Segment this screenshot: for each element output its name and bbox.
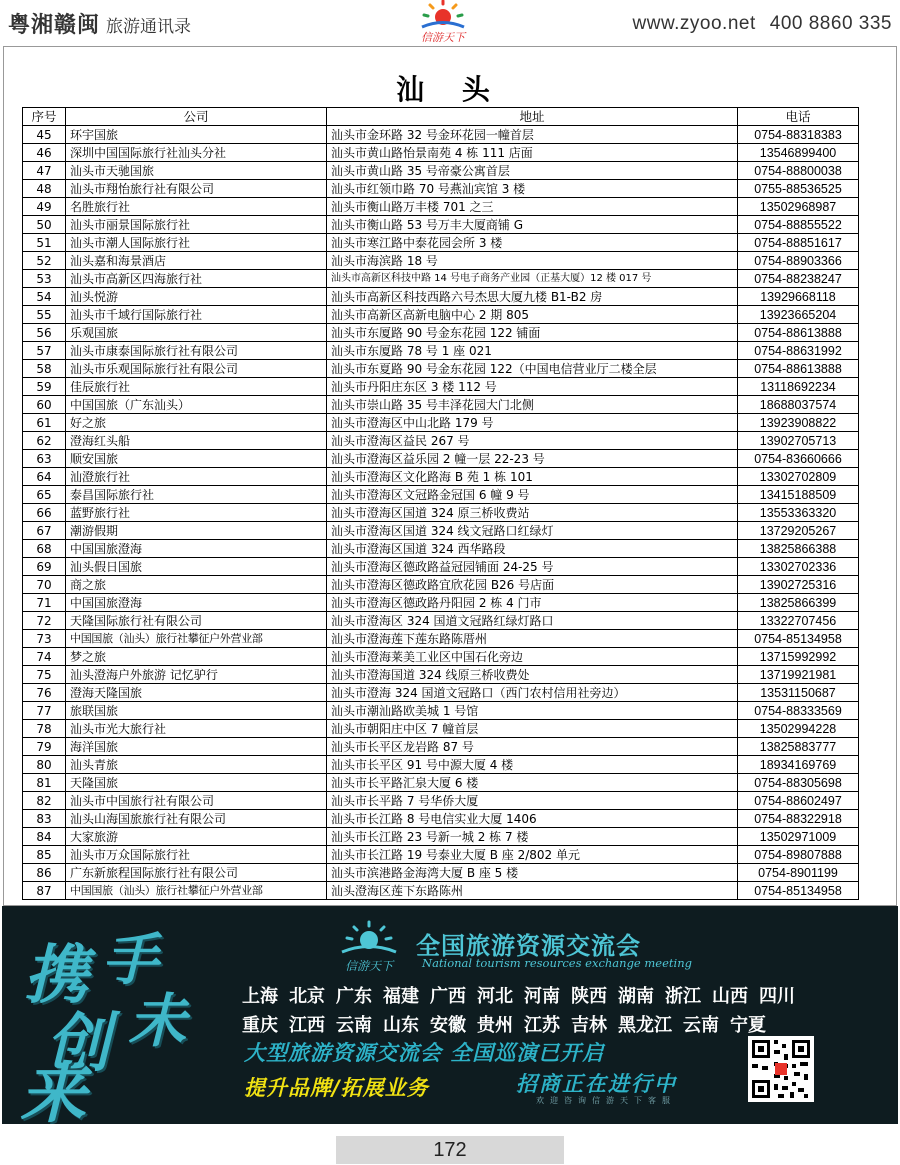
city-name: 广西 (430, 986, 466, 1007)
address: 汕头市崇山路 35 号丰泽花园大门北侧 (327, 396, 738, 414)
company-name: 海洋国旅 (66, 738, 327, 756)
address: 汕头市澄海 324 国道文冠路口（西门农村信用社旁边） (327, 684, 738, 702)
address: 汕头市高新区科技中路 14 号电子商务产业园（正基大厦）12 楼 017 号 (327, 270, 738, 288)
row-number: 50 (23, 216, 66, 234)
table-body (23, 126, 859, 900)
company-name: 汕澄旅行社 (66, 468, 327, 486)
company-name: 泰昌国际旅行社 (66, 486, 327, 504)
sun-logo-icon (412, 0, 474, 46)
city-name: 湖南 (618, 986, 654, 1007)
phone-number: 13902725316 (738, 576, 859, 594)
city-name: 吉林 (571, 1015, 607, 1036)
address: 汕头市高新区科技西路六号杰思大厦九楼 B1-B2 房 (327, 288, 738, 306)
company-name: 顺安国旅 (66, 450, 327, 468)
address: 汕头市朝阳庄中区 7 幢首层 (327, 720, 738, 738)
sun-logo-icon (328, 920, 410, 976)
logo-text: 信游天下 (421, 31, 465, 44)
address: 汕头市衡山路万丰楼 701 之三 (327, 198, 738, 216)
city-name: 贵州 (477, 1015, 513, 1036)
company-name: 汕头市乐观国际旅行社有限公司 (66, 360, 327, 378)
header-title: 粤湘赣闽 (8, 12, 101, 38)
row-number: 67 (23, 522, 66, 540)
row-number: 74 (23, 648, 66, 666)
city-name: 云南 (683, 1015, 719, 1036)
row-number: 82 (23, 792, 66, 810)
header-website[interactable]: www.zyoo.net (632, 13, 756, 34)
address: 汕头市长江路 19 号泰业大厦 B 座 2/802 单元 (327, 846, 738, 864)
company-name: 天隆国旅 (66, 774, 327, 792)
company-name: 中国国旅（汕头）旅行社攀征户外营业部 (66, 630, 327, 648)
address: 汕头市丹阳庄东区 3 楼 112 号 (327, 378, 738, 396)
col-header-phone: 电话 (738, 108, 859, 126)
row-number: 68 (23, 540, 66, 558)
row-number: 70 (23, 576, 66, 594)
phone-number: 0754-88322918 (738, 810, 859, 828)
address: 汕头市澄海区国道 324 西华路段 (327, 540, 738, 558)
company-name: 商之旅 (66, 576, 327, 594)
address: 汕头市高新区高新电脑中心 2 期 805 (327, 306, 738, 324)
phone-number: 0755-88536525 (738, 180, 859, 198)
phone-number: 13546899400 (738, 144, 859, 162)
company-name: 名胜旅行社 (66, 198, 327, 216)
phone-number: 13302702336 (738, 558, 859, 576)
company-name: 中国国旅澄海 (66, 594, 327, 612)
row-number: 71 (23, 594, 66, 612)
address: 汕头市澄海区国道 324 线文冠路口红绿灯 (327, 522, 738, 540)
city-name: 云南 (336, 1015, 372, 1036)
table-row (23, 414, 859, 432)
address: 汕头市东厦路 78 号 1 座 021 (327, 342, 738, 360)
phone-number: 13502994228 (738, 720, 859, 738)
phone-number: 13415188509 (738, 486, 859, 504)
phone-number: 13322707456 (738, 612, 859, 630)
city-name: 黑龙江 (618, 1015, 672, 1036)
city-name: 安徽 (430, 1015, 466, 1036)
brand-slogan: 提升品牌/拓展业务 (244, 1076, 429, 1100)
table-row (23, 576, 859, 594)
header-hotline: 400 8860 335 (769, 13, 892, 34)
phone-number: 13531150687 (738, 684, 859, 702)
table-row (23, 270, 859, 288)
address: 汕头市澄海区 324 国道文冠路红绿灯路口 (327, 612, 738, 630)
address: 汕头市黄山路 35 号帝豪公寓首层 (327, 162, 738, 180)
table-row (23, 432, 859, 450)
city-name: 河南 (524, 986, 560, 1007)
phone-number: 0754-88851617 (738, 234, 859, 252)
col-header-no: 序号 (23, 108, 66, 126)
phone-number: 0754-88305698 (738, 774, 859, 792)
investment-notice: 招商正在进行中 (516, 1072, 677, 1096)
phone-number: 13902705713 (738, 432, 859, 450)
phone-number: 0754-88800038 (738, 162, 859, 180)
row-number: 55 (23, 306, 66, 324)
company-name: 大家旅游 (66, 828, 327, 846)
city-list-line2 (242, 1011, 777, 1037)
row-number: 87 (23, 882, 66, 900)
table-row (23, 288, 859, 306)
company-name: 汕头市康泰国际旅行社有限公司 (66, 342, 327, 360)
company-name: 旅联国旅 (66, 702, 327, 720)
address: 汕头市滨港路金海湾大厦 B 座 5 楼 (327, 864, 738, 882)
address: 汕头市长平路 7 号华侨大厦 (327, 792, 738, 810)
table-row (23, 738, 859, 756)
phone-number: 0754-88631992 (738, 342, 859, 360)
slogan-calligraphy (16, 920, 216, 1124)
table-row (23, 828, 859, 846)
table-row (23, 648, 859, 666)
address: 汕头市澄海区德政路益冠园铺面 24-25 号 (327, 558, 738, 576)
row-number: 54 (23, 288, 66, 306)
row-number: 84 (23, 828, 66, 846)
company-name: 中国国旅（汕头）旅行社攀征户外营业部 (66, 882, 327, 900)
city-name: 山西 (712, 986, 748, 1007)
table-row (23, 558, 859, 576)
row-number: 45 (23, 126, 66, 144)
company-name: 佳辰旅行社 (66, 378, 327, 396)
phone-number: 0754-88855522 (738, 216, 859, 234)
table-row (23, 594, 859, 612)
table-row (23, 324, 859, 342)
company-name: 广东新旅程国际旅行社有限公司 (66, 864, 327, 882)
company-name: 汕头市光大旅行社 (66, 720, 327, 738)
table-row (23, 450, 859, 468)
row-number: 52 (23, 252, 66, 270)
address: 汕头市长平区 91 号中源大厦 4 楼 (327, 756, 738, 774)
phone-number: 13825866388 (738, 540, 859, 558)
table-row (23, 756, 859, 774)
phone-number: 0754-88238247 (738, 270, 859, 288)
table-row (23, 612, 859, 630)
phone-number: 13502971009 (738, 828, 859, 846)
address: 汕头市澄海区文化路海 B 苑 1 栋 101 (327, 468, 738, 486)
page-title: 汕 头 (396, 73, 504, 106)
address: 汕头市潮汕路欧美城 1 号馆 (327, 702, 738, 720)
row-number: 49 (23, 198, 66, 216)
table-row (23, 306, 859, 324)
table-row (23, 792, 859, 810)
slogan-char: 携 (24, 938, 88, 1013)
row-number: 73 (23, 630, 66, 648)
table-row (23, 666, 859, 684)
table-row (23, 378, 859, 396)
phone-number: 0754-8901199 (738, 864, 859, 882)
company-name: 汕头市丽景国际旅行社 (66, 216, 327, 234)
row-number: 62 (23, 432, 66, 450)
row-number: 51 (23, 234, 66, 252)
company-name: 汕头市天驰国旅 (66, 162, 327, 180)
header-contact (619, 13, 892, 35)
city-name: 上海 (242, 986, 278, 1007)
company-name: 汕头悦游 (66, 288, 327, 306)
qr-code-icon[interactable] (748, 1036, 814, 1102)
table-row (23, 810, 859, 828)
row-number: 86 (23, 864, 66, 882)
col-header-address: 地址 (327, 108, 738, 126)
phone-number: 13553363320 (738, 504, 859, 522)
phone-number: 13715992992 (738, 648, 859, 666)
company-name: 天隆国际旅行社有限公司 (66, 612, 327, 630)
row-number: 53 (23, 270, 66, 288)
row-number: 59 (23, 378, 66, 396)
address: 汕头市长平路汇泉大厦 6 楼 (327, 774, 738, 792)
phone-number: 0754-83660666 (738, 450, 859, 468)
agency-directory-table (22, 107, 859, 900)
table-row (23, 702, 859, 720)
row-number: 64 (23, 468, 66, 486)
company-name: 汕头市高新区四海旅行社 (66, 270, 327, 288)
company-name: 中国国旅（广东汕头） (66, 396, 327, 414)
row-number: 79 (23, 738, 66, 756)
company-name: 汕头市中国旅行社有限公司 (66, 792, 327, 810)
row-number: 81 (23, 774, 66, 792)
phone-number: 0754-85134958 (738, 882, 859, 900)
page-number: 172 (336, 1136, 564, 1164)
address: 汕头市衡山路 53 号万丰大厦商铺 G (327, 216, 738, 234)
address: 汕头市东夏路 90 号金东花园 122（中国电信营业厅二楼全层 (327, 360, 738, 378)
promo-banner (2, 906, 898, 1124)
row-number: 69 (23, 558, 66, 576)
table-row (23, 720, 859, 738)
table-row (23, 630, 859, 648)
company-name: 汕头市翔怡旅行社有限公司 (66, 180, 327, 198)
company-name: 汕头嘉和海景酒店 (66, 252, 327, 270)
address: 汕头市澄海区国道 324 原三桥收费站 (327, 504, 738, 522)
table-row (23, 180, 859, 198)
company-name: 汕头青旅 (66, 756, 327, 774)
row-number: 58 (23, 360, 66, 378)
address: 汕头市澄海区中山北路 179 号 (327, 414, 738, 432)
company-name: 环宇国旅 (66, 126, 327, 144)
table-row (23, 468, 859, 486)
city-name: 江苏 (524, 1015, 560, 1036)
phone-number: 13502968987 (738, 198, 859, 216)
table-row (23, 882, 859, 900)
company-name: 汕头市潮人国际旅行社 (66, 234, 327, 252)
phone-number: 13923665204 (738, 306, 859, 324)
address: 汕头市长江路 23 号新一城 2 栋 7 楼 (327, 828, 738, 846)
table-row (23, 342, 859, 360)
banner-title: 全国旅游资源交流会 (416, 932, 641, 960)
table-row (23, 540, 859, 558)
company-name: 梦之旅 (66, 648, 327, 666)
slogan-char: 未 (128, 987, 187, 1055)
phone-number: 0754-89807888 (738, 846, 859, 864)
table-row (23, 504, 859, 522)
phone-number: 13923908822 (738, 414, 859, 432)
address: 汕头市澄海区德政路宜欣花园 B26 号店面 (327, 576, 738, 594)
address: 汕头市澄海区益民 267 号 (327, 432, 738, 450)
city-name: 广东 (336, 986, 372, 1007)
tour-announcement: 大型旅游资源交流会 全国巡演已开启 (244, 1041, 605, 1065)
company-name: 汕头山海国旅旅行社有限公司 (66, 810, 327, 828)
city-name: 北京 (289, 986, 325, 1007)
city-name: 四川 (759, 986, 795, 1007)
qr-code-graphic (748, 1036, 814, 1102)
phone-number: 13729205267 (738, 522, 859, 540)
city-name: 浙江 (665, 986, 701, 1007)
city-list-line1 (242, 982, 806, 1008)
address: 汕头市澄海莲下莲东路陈厝州 (327, 630, 738, 648)
address: 汕头市澄海区文冠路金冠国 6 幢 9 号 (327, 486, 738, 504)
row-number: 66 (23, 504, 66, 522)
row-number: 78 (23, 720, 66, 738)
table-row (23, 486, 859, 504)
row-number: 48 (23, 180, 66, 198)
phone-number: 13825883777 (738, 738, 859, 756)
phone-number: 13118692234 (738, 378, 859, 396)
city-name: 福建 (383, 986, 419, 1007)
table-header-row (23, 108, 859, 126)
row-number: 56 (23, 324, 66, 342)
table-row (23, 396, 859, 414)
page-header (0, 0, 900, 48)
address: 汕头市寒江路中泰花园会所 3 楼 (327, 234, 738, 252)
address: 汕头市澄海国道 324 线原三桥收费处 (327, 666, 738, 684)
city-name: 陕西 (571, 986, 607, 1007)
table-row (23, 360, 859, 378)
banner-logo-text: 信游天下 (344, 959, 394, 973)
phone-number: 13719921981 (738, 666, 859, 684)
city-name: 重庆 (242, 1015, 278, 1036)
address: 汕头市长江路 8 号电信实业大厦 1406 (327, 810, 738, 828)
company-name: 汕头市万众国际旅行社 (66, 846, 327, 864)
table-row (23, 522, 859, 540)
row-number: 76 (23, 684, 66, 702)
row-number: 61 (23, 414, 66, 432)
phone-number: 0754-88602497 (738, 792, 859, 810)
phone-number: 0754-88613888 (738, 324, 859, 342)
address: 汕头市澄海区益乐园 2 幢一层 22-23 号 (327, 450, 738, 468)
header-subtitle: 旅游通讯录 (106, 17, 192, 37)
table-row (23, 144, 859, 162)
address: 汕头市东厦路 90 号金东花园 122 铺面 (327, 324, 738, 342)
slogan-char: 手 (102, 927, 158, 993)
phone-number: 13302702809 (738, 468, 859, 486)
table-row (23, 234, 859, 252)
table-row (23, 198, 859, 216)
city-name: 山东 (383, 1015, 419, 1036)
address: 汕头市澄海区德政路丹阳园 2 栋 4 门市 (327, 594, 738, 612)
table-row (23, 774, 859, 792)
table-row (23, 216, 859, 234)
col-header-company: 公司 (66, 108, 327, 126)
city-name: 江西 (289, 1015, 325, 1036)
address: 汕头市金环路 32 号金环花园一幢首层 (327, 126, 738, 144)
company-name: 澄海天隆国旅 (66, 684, 327, 702)
row-number: 72 (23, 612, 66, 630)
phone-number: 18688037574 (738, 396, 859, 414)
slogan-char: 来 (20, 1054, 86, 1124)
row-number: 75 (23, 666, 66, 684)
company-name: 汕头澄海户外旅游 记忆驴行 (66, 666, 327, 684)
company-name: 汕头市千域行国际旅行社 (66, 306, 327, 324)
address: 汕头澄海区莲下东路陈州 (327, 882, 738, 900)
table-row (23, 846, 859, 864)
company-name: 好之旅 (66, 414, 327, 432)
phone-number: 0754-88333569 (738, 702, 859, 720)
company-name: 潮游假期 (66, 522, 327, 540)
address: 汕头市红领巾路 70 号燕汕宾馆 3 楼 (327, 180, 738, 198)
row-number: 65 (23, 486, 66, 504)
row-number: 60 (23, 396, 66, 414)
row-number: 83 (23, 810, 66, 828)
company-name: 蓝野旅行社 (66, 504, 327, 522)
phone-number: 0754-88903366 (738, 252, 859, 270)
table-row (23, 684, 859, 702)
table-row (23, 864, 859, 882)
company-name: 汕头假日国旅 (66, 558, 327, 576)
header-title-group (8, 8, 191, 39)
phone-number: 0754-88613888 (738, 360, 859, 378)
table-row (23, 126, 859, 144)
company-name: 澄海红头船 (66, 432, 327, 450)
row-number: 85 (23, 846, 66, 864)
company-name: 中国国旅澄海 (66, 540, 327, 558)
phone-number: 0754-88318383 (738, 126, 859, 144)
city-name: 河北 (477, 986, 513, 1007)
city-name: 宁夏 (730, 1015, 766, 1036)
phone-number: 13825866399 (738, 594, 859, 612)
table-row (23, 162, 859, 180)
row-number: 57 (23, 342, 66, 360)
row-number: 47 (23, 162, 66, 180)
table-row (23, 252, 859, 270)
address: 汕头市长平区龙岩路 87 号 (327, 738, 738, 756)
banner-logo (328, 920, 410, 976)
company-name: 乐观国旅 (66, 324, 327, 342)
phone-number: 0754-85134958 (738, 630, 859, 648)
row-number: 80 (23, 756, 66, 774)
brand-logo (412, 0, 474, 46)
banner-title-en: National tourism resources exchange meeting (422, 956, 692, 970)
row-number: 46 (23, 144, 66, 162)
row-number: 77 (23, 702, 66, 720)
phone-number: 18934169769 (738, 756, 859, 774)
company-name: 深圳中国国际旅行社汕头分社 (66, 144, 327, 162)
row-number: 63 (23, 450, 66, 468)
address: 汕头市黄山路怡景南苑 4 栋 111 店面 (327, 144, 738, 162)
slogan-char: 创 (46, 1006, 110, 1081)
welcome-note: 欢迎咨询信游天下客服 (536, 1096, 676, 1105)
address: 汕头市澄海莱美工业区中国石化旁边 (327, 648, 738, 666)
address: 汕头市海滨路 18 号 (327, 252, 738, 270)
phone-number: 13929668118 (738, 288, 859, 306)
